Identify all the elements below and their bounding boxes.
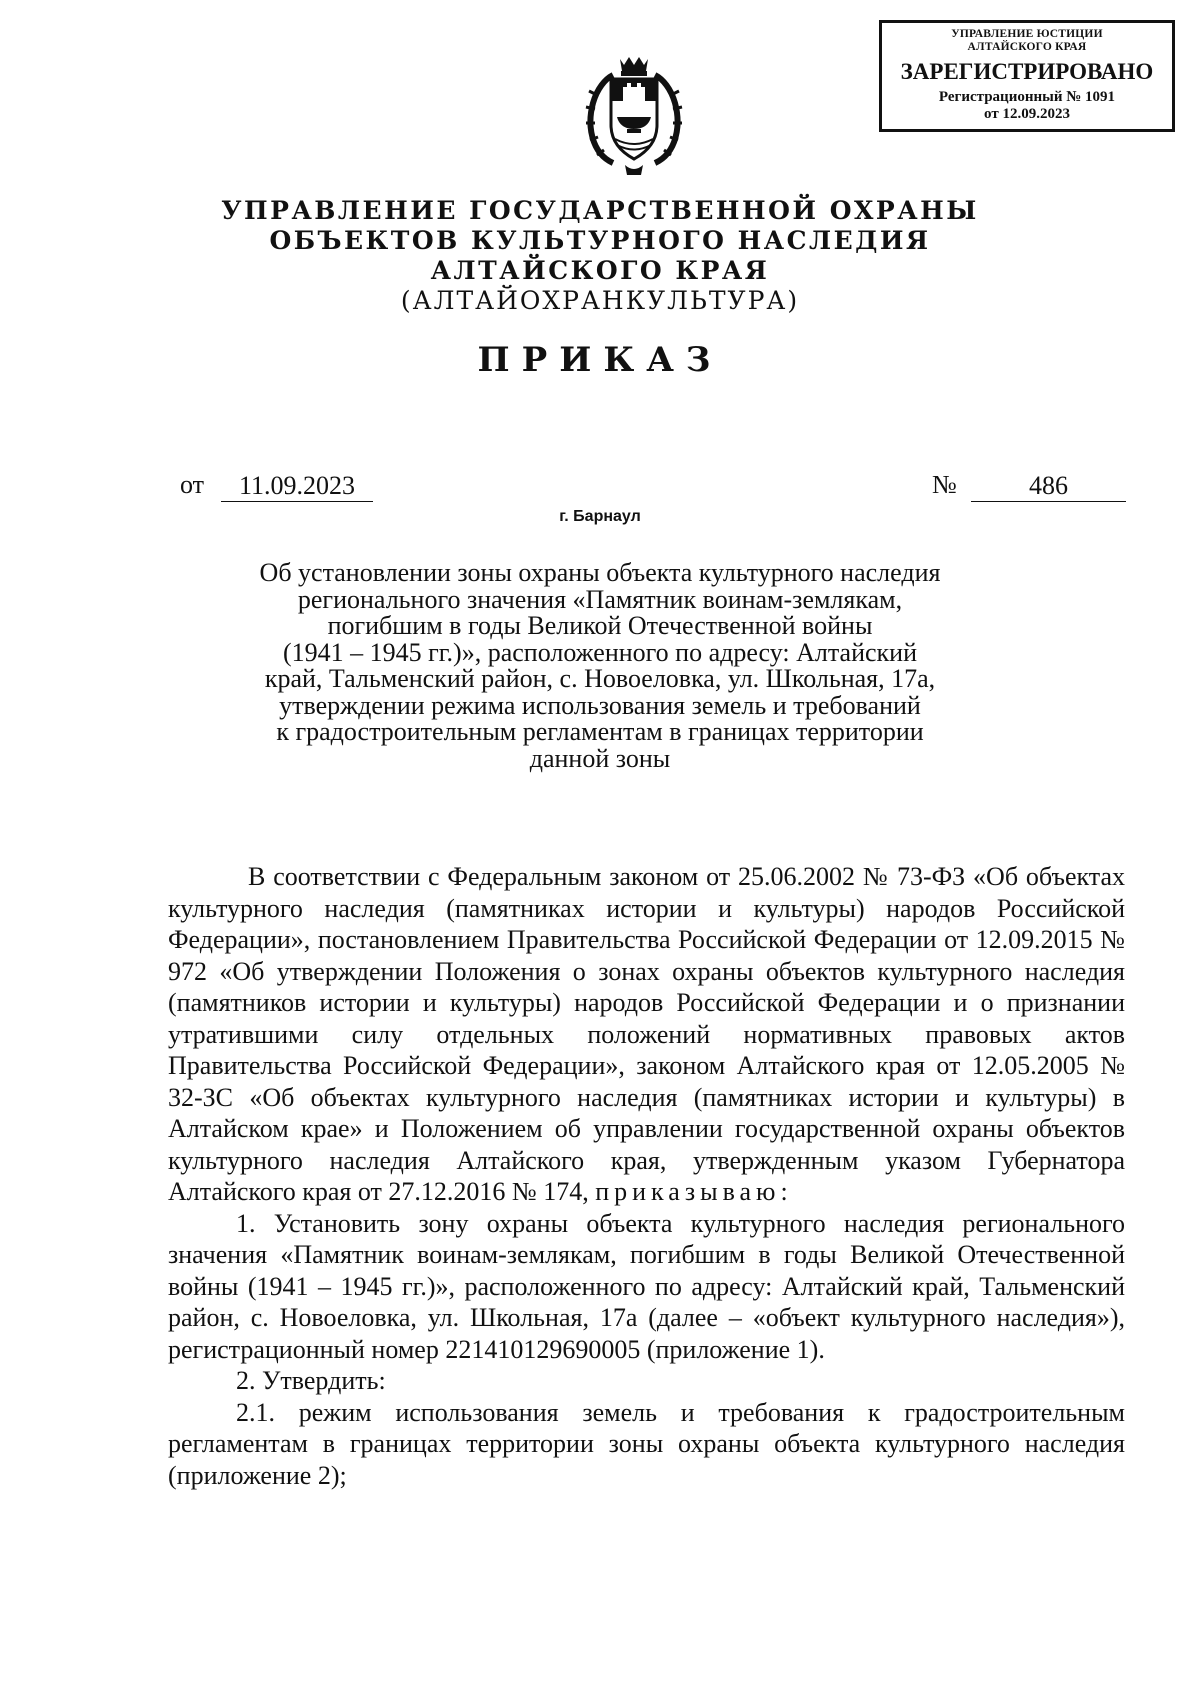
stamp-department-line1: УПРАВЛЕНИЕ ЮСТИЦИИ bbox=[951, 28, 1103, 40]
stamp-department-line2: АЛТАЙСКОГО КРАЯ bbox=[967, 41, 1087, 53]
organization-line1: УПРАВЛЕНИЕ ГОСУДАРСТВЕННОЙ ОХРАНЫ bbox=[221, 196, 979, 225]
order-body bbox=[168, 861, 1125, 1491]
organization-abbreviation: (АЛТАЙОХРАНКУЛЬТУРА) bbox=[400, 286, 800, 315]
subject-line: (1941 – 1945 гг.)», расположенного по адресу: Алтайский bbox=[282, 637, 918, 667]
item-2-paragraph: 2. Утвердить: bbox=[236, 1366, 386, 1395]
number-label: № bbox=[932, 470, 957, 499]
preamble-paragraph bbox=[168, 861, 1125, 1208]
organization-line3: АЛТАЙСКОГО КРАЯ bbox=[430, 256, 770, 285]
subject-line: погибшим в годы Великой Отечественной войны bbox=[327, 611, 873, 640]
preamble-text: В соответствии с Федеральным законом от 25.06.2002 № 73-ФЗ «Об объектах культурного наследия (памятниках истории и культуры) народов Российской Федерации», постановлением Правительства Российской Федерации от 12.09.2015 № 972 «Об утверждении Положения о зонах охраны объектов культурного наследия (памятников истории и культуры) народов Российской Федерации и о признании утратившими силу отдельных положений нормативных правовых актов Правительства Российской Федерации», законом Алтайского края от 12.05.2005 № 32-ЗС «Об объектах культурного наследия (памятниках истории и культуры) в Алтайском крае» и Положением об управлении государственной охраны объектов культурного наследия Алтайского края, утвержденным указом Губернатора Алтайского края от 27.12.2016 № 174, bbox=[168, 862, 1125, 1206]
stamp-registered-label: ЗАРЕГИСТРИРОВАНО bbox=[900, 59, 1154, 84]
date-label: от bbox=[180, 470, 205, 499]
stamp-registration-date: от 12.09.2023 bbox=[984, 106, 1070, 122]
subject-line: к градостроительным регламентам в границах территории bbox=[276, 717, 924, 746]
item-1-paragraph: 1. Установить зону охраны объекта культурного наследия регионального значения «Памятник воинам-землякам, погибшим в годы Великой Отечественной войны (1941 – 1945 гг.)», расположенного по адресу: Алтайский край, Тальменский район, с. Новоеловка, ул. Школьная, 17а (далее – «объект культурного наследия»), регистрационный номер 221410129690005 (приложение 1). bbox=[168, 1208, 1125, 1364]
altai-coat-of-arms-icon bbox=[583, 55, 685, 179]
registration-stamp bbox=[879, 20, 1175, 132]
order-date: 11.09.2023 bbox=[221, 470, 373, 502]
item-2-1-paragraph: 2.1. режим использования земель и требования к градостроительным регламентам в границах территории зоны охраны объекта культурного наследия (приложение 2); bbox=[168, 1397, 1125, 1490]
organization-header bbox=[0, 196, 1200, 316]
subject-line: край, Тальменский район, с. Новоеловка, ул. Школьная, 17а, bbox=[264, 664, 936, 693]
subject-line: Об установлении зоны охраны объекта культурного наследия bbox=[259, 558, 941, 587]
subject-line: регионального значения «Памятник воинам-землякам, bbox=[297, 584, 903, 614]
order-number: 486 bbox=[971, 470, 1126, 502]
subject-line: утверждении режима использования земель и требований bbox=[279, 690, 921, 720]
order-subject bbox=[230, 560, 970, 772]
order-word: приказываю: bbox=[595, 1177, 793, 1206]
organization-line2: ОБЪЕКТОВ КУЛЬТУРНОГО НАСЛЕДИЯ bbox=[269, 226, 931, 255]
document-type-title: ПРИКАЗ bbox=[477, 340, 723, 380]
stamp-registration-number: Регистрационный № 1091 bbox=[938, 89, 1116, 105]
subject-line: данной зоны bbox=[529, 743, 671, 773]
city: г. Барнаул bbox=[559, 508, 641, 525]
